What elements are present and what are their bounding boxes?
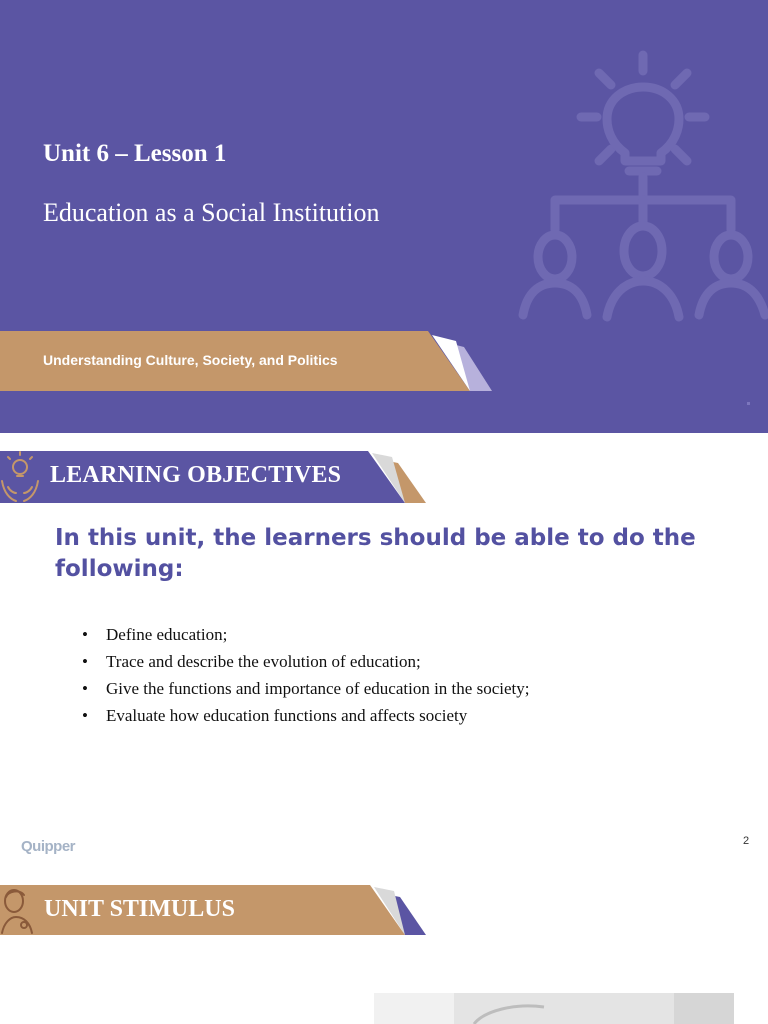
lesson-subtitle: Education as a Social Institution	[43, 198, 380, 227]
title-slide	[0, 0, 768, 433]
list-item: • Evaluate how education functions and affects society	[82, 706, 468, 725]
objectives-banner-title: LEARNING OBJECTIVES	[50, 462, 342, 488]
list-item: • Trace and describe the evolution of education;	[82, 652, 421, 671]
quipper-logo: Quipper	[21, 838, 76, 855]
list-item: • Define education;	[82, 625, 228, 644]
stimulus-banner-title: UNIT STIMULUS	[44, 896, 235, 922]
stimulus-photo	[374, 993, 734, 1024]
page-marker	[747, 402, 750, 405]
course-name: Understanding Culture, Society, and Politics	[43, 352, 338, 368]
objectives-list	[82, 621, 529, 729]
hands-lightbulb-icon	[0, 451, 44, 505]
lightbulb-people-network-icon	[515, 45, 768, 330]
lesson-title: Unit 6 – Lesson 1	[43, 140, 227, 167]
objectives-heading: In this unit, the learners should be able to do the following:	[55, 525, 696, 582]
stimulus-slide	[0, 865, 768, 1024]
page-number: 2	[743, 835, 750, 847]
person-thinking-icon	[0, 885, 34, 937]
list-item: • Give the functions and importance of education in the society;	[82, 679, 530, 698]
objectives-slide	[0, 433, 768, 865]
